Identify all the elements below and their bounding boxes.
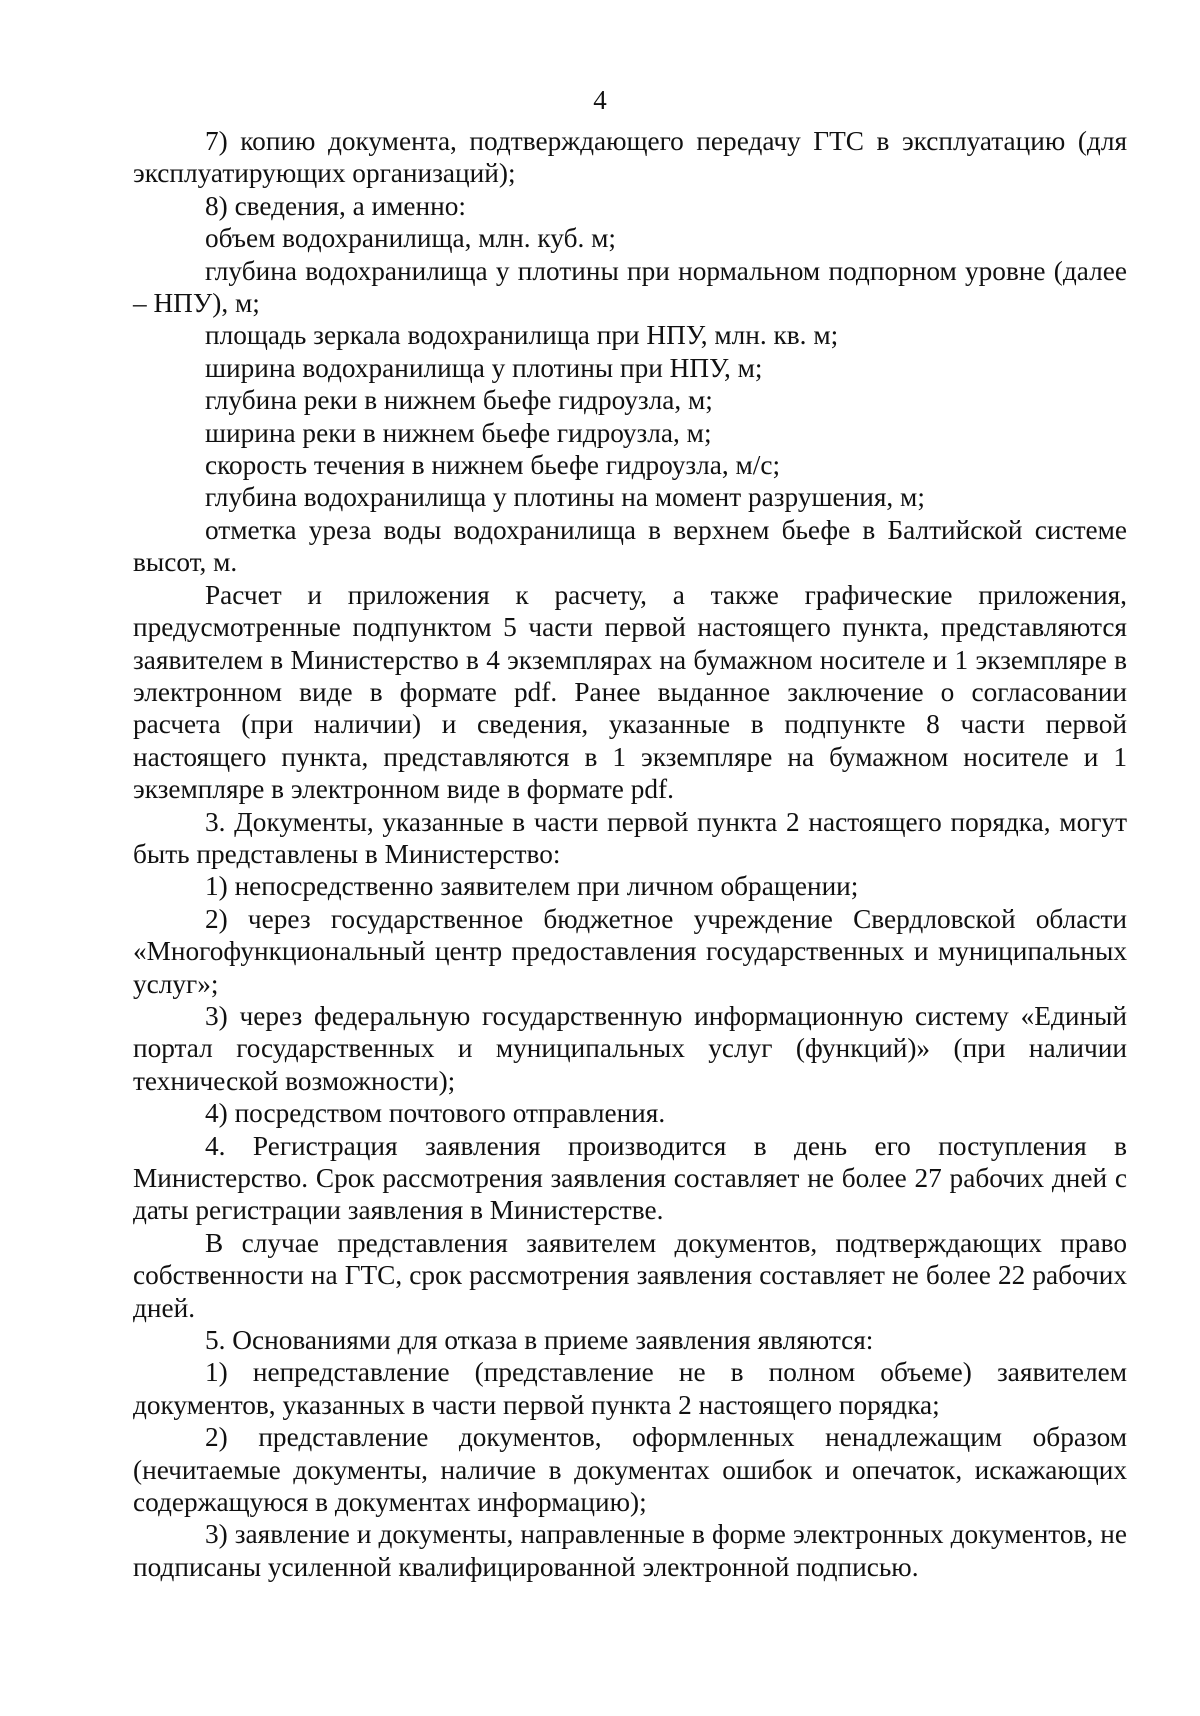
document-body xyxy=(133,125,1127,1583)
paragraph: 8) сведения, а именно: xyxy=(205,190,466,221)
paragraph: 5. Основаниями для отказа в приеме заявления являются: xyxy=(205,1325,874,1356)
paragraph: 4. Регистрация заявления производится в день его поступления в Министерство. Срок рассмотрения заявления составляет не более 27 рабочих дней с даты регистрации заявления в Министерстве. xyxy=(133,1130,1127,1226)
page-number: 4 xyxy=(593,85,607,115)
paragraph: В случае представления заявителем документов, подтверждающих право собственности на ГТС, срок рассмотрения заявления составляет не более 22 рабочих дней. xyxy=(133,1227,1127,1323)
paragraph: 1) непредставление (представление не в полном объеме) заявителем документов, указанных в части первой пункта 2 настоящего порядка; xyxy=(133,1357,1127,1420)
paragraph: 4) посредством почтового отправления. xyxy=(205,1098,666,1129)
paragraph: ширина реки в нижнем бьефе гидроузла, м; xyxy=(205,417,712,448)
paragraph: ширина водохранилища у плотины при НПУ, м; xyxy=(205,352,763,383)
paragraph: 3) через федеральную государственную информационную систему «Единый портал государственных и муниципальных услуг (функций)» (при наличии технической возможности); xyxy=(133,1000,1127,1096)
paragraph: 7) копию документа, подтверждающего передачу ГТС в эксплуатацию (для эксплуатирующих организаций); xyxy=(133,126,1127,189)
paragraph: скорость течения в нижнем бьефе гидроузла, м/с; xyxy=(205,450,781,481)
paragraph: глубина водохранилища у плотины при нормальном подпорном уровне (далее – НПУ), м; xyxy=(133,255,1127,319)
paragraph: Расчет и приложения к расчету, а также графические приложения, предусмотренные подпунктом 5 части первой настоящего пункта, представляются заявителем в Министерство в 4 экземплярах на бумажном носителе и 1 экземпляре в электронном виде в формате pdf. Ранее выданное заключение о согласовании расчета (при наличии) и сведения, указанные в подпункте 8 части первой настоящего пункта, представляются в 1 экземпляре на бумажном носителе и 1 экземпляре в электронном виде в формате pdf. xyxy=(133,579,1127,805)
paragraph: объем водохранилища, млн. куб. м; xyxy=(205,223,616,254)
paragraph: 3) заявление и документы, направленные в форме электронных документов, не подписаны усиленной квалифицированной электронной подписью. xyxy=(133,1519,1127,1582)
paragraph: отметка уреза воды водохранилища в верхнем бьефе в Балтийской системе высот, м. xyxy=(133,514,1127,578)
paragraph: площадь зеркала водохранилища при НПУ, млн. кв. м; xyxy=(205,320,839,351)
paragraph: 3. Документы, указанные в части первой пункта 2 настоящего порядка, могут быть представлены в Министерство: xyxy=(133,806,1127,869)
paragraph: 1) непосредственно заявителем при личном обращении; xyxy=(205,871,859,902)
paragraph: 2) представление документов, оформленных ненадлежащим образом (нечитаемые документы, наличие в документах ошибок и опечаток, искажающих содержащуюся в документах информацию); xyxy=(133,1422,1127,1518)
paragraph: глубина водохранилища у плотины на момент разрушения, м; xyxy=(205,482,925,513)
paragraph: 2) через государственное бюджетное учреждение Свердловской области «Многофункциональный центр предоставления государственных и муниципальных услуг»; xyxy=(133,903,1127,999)
paragraph: глубина реки в нижнем бьефе гидроузла, м; xyxy=(205,385,713,416)
